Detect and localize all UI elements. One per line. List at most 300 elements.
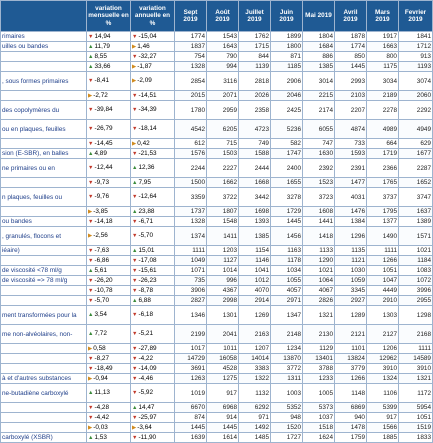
arrow-down-icon: ▼ xyxy=(132,257,138,264)
price-cell: 3747 xyxy=(399,188,433,207)
price-cell: 917 xyxy=(207,384,239,403)
price-cell: 1047 xyxy=(367,276,399,286)
table-row xyxy=(1,120,433,139)
price-cell: 1290 xyxy=(303,256,335,266)
price-cell: 1385 xyxy=(303,62,335,72)
price-cell: 1804 xyxy=(303,32,335,42)
price-cell: 1106 xyxy=(367,384,399,403)
row-label: uilles ou bandes xyxy=(1,42,87,52)
price-cell: 1630 xyxy=(303,149,335,159)
row-label: ne-butadiène carboxylé xyxy=(1,384,87,403)
arrow-down-icon: ▼ xyxy=(88,107,94,113)
arrow-up-icon: ▲ xyxy=(88,150,94,157)
annual-variation xyxy=(131,266,175,276)
annual-variation-value: -6,18 xyxy=(138,311,154,318)
monthly-variation xyxy=(87,42,131,52)
arrow-down-icon: ▼ xyxy=(132,345,138,352)
price-cell: 1715 xyxy=(239,42,271,52)
arrow-right-icon: ▶ xyxy=(88,208,93,215)
price-cell: 971 xyxy=(239,413,271,423)
price-cell: 14729 xyxy=(175,354,207,364)
price-cell: 4528 xyxy=(207,364,239,374)
price-cell: 1668 xyxy=(239,178,271,188)
price-cell: 3116 xyxy=(207,72,239,91)
monthly-variation-value: -6,86 xyxy=(94,256,110,264)
monthly-variation xyxy=(87,188,131,207)
annual-variation xyxy=(131,413,175,423)
price-cell: 1003 xyxy=(271,384,303,403)
header-9: Mars 2019 xyxy=(367,1,399,32)
price-cell: 3074 xyxy=(399,72,433,91)
price-cell: 2818 xyxy=(239,72,271,91)
table-row xyxy=(1,325,433,344)
price-cell: 1139 xyxy=(239,62,271,72)
price-cell: 1037 xyxy=(303,413,335,423)
price-cell: 1275 xyxy=(207,374,239,384)
price-cell: 1374 xyxy=(175,227,207,246)
price-cell: 886 xyxy=(303,52,335,62)
arrow-down-icon: ▼ xyxy=(88,297,94,304)
row-label xyxy=(1,256,87,266)
price-cell: 14589 xyxy=(399,354,433,364)
row-label: de viscosité <78 ml/g xyxy=(1,266,87,276)
annual-variation-value: -6,71 xyxy=(138,217,154,225)
monthly-variation-value: -9,76 xyxy=(94,193,110,200)
price-cell: 4070 xyxy=(239,286,271,296)
table-row xyxy=(1,207,433,217)
annual-variation xyxy=(131,62,175,72)
price-cell: 1377 xyxy=(367,217,399,227)
arrow-down-icon: ▼ xyxy=(132,312,138,318)
price-cell: 1500 xyxy=(175,178,207,188)
price-cell: 1311 xyxy=(271,374,303,384)
price-cell: 1206 xyxy=(367,344,399,354)
monthly-variation-value: -2,72 xyxy=(93,91,108,99)
annual-variation-value: -5,70 xyxy=(138,232,154,239)
header-8: Avril 2019 xyxy=(335,1,367,32)
monthly-variation xyxy=(87,149,131,159)
price-cell: 6869 xyxy=(335,403,367,413)
header-6: Juin 2019 xyxy=(271,1,303,32)
price-cell: 2174 xyxy=(303,101,335,120)
monthly-variation-value: -4,42 xyxy=(94,413,110,421)
arrow-up-icon: ▲ xyxy=(88,434,94,441)
annual-variation-value: -14,51 xyxy=(138,91,157,99)
arrow-right-icon: ▶ xyxy=(132,424,137,431)
row-label: , granulés, flocons et xyxy=(1,227,87,246)
price-cell: 2854 xyxy=(175,72,207,91)
row-label xyxy=(1,344,87,354)
price-cell: 13870 xyxy=(271,354,303,364)
arrow-right-icon: ▶ xyxy=(132,43,137,50)
table-row xyxy=(1,139,433,149)
monthly-variation xyxy=(87,296,131,306)
annual-variation-value: 6,88 xyxy=(138,296,151,304)
price-cell: 1476 xyxy=(335,207,367,217)
annual-variation xyxy=(131,227,175,246)
price-cell: 2071 xyxy=(207,91,239,101)
price-cell: 3345 xyxy=(335,286,367,296)
table-row xyxy=(1,286,433,296)
row-label xyxy=(1,52,87,62)
price-cell: 1014 xyxy=(207,266,239,276)
row-label: à et d'autres substances xyxy=(1,374,87,384)
monthly-variation-value: -10,78 xyxy=(94,286,113,294)
price-cell: 664 xyxy=(367,139,399,149)
price-cell: 2148 xyxy=(271,325,303,344)
monthly-variation-value: 3,54 xyxy=(94,311,107,318)
price-cell: 1576 xyxy=(175,149,207,159)
price-cell: 1774 xyxy=(175,32,207,42)
price-cell: 1101 xyxy=(335,344,367,354)
header-row xyxy=(1,1,433,32)
price-cell: 3691 xyxy=(175,364,207,374)
arrow-down-icon: ▼ xyxy=(132,355,138,362)
price-cell: 2278 xyxy=(367,101,399,120)
table-row xyxy=(1,227,433,246)
monthly-variation xyxy=(87,286,131,296)
price-cell: 1041 xyxy=(239,266,271,276)
price-cell: 2103 xyxy=(335,91,367,101)
price-cell: 1021 xyxy=(303,266,335,276)
price-cell: 1899 xyxy=(271,32,303,42)
arrow-down-icon: ▼ xyxy=(132,194,138,200)
row-label: me non-alvéolaires, non- xyxy=(1,325,87,344)
annual-variation-value: 23,88 xyxy=(138,207,155,215)
arrow-down-icon: ▼ xyxy=(88,287,94,294)
price-cell: 917 xyxy=(367,413,399,423)
arrow-up-icon: ▲ xyxy=(132,165,138,171)
price-cell: 1322 xyxy=(239,374,271,384)
header-label xyxy=(1,1,87,32)
price-cell: 1051 xyxy=(367,266,399,276)
price-cell: 1762 xyxy=(239,32,271,42)
price-cell: 1233 xyxy=(303,374,335,384)
price-cell: 1795 xyxy=(367,207,399,217)
price-cell: 1193 xyxy=(399,62,433,72)
monthly-variation xyxy=(87,403,131,413)
monthly-variation-value: -12,44 xyxy=(94,164,113,171)
monthly-variation xyxy=(87,217,131,227)
price-cell: 1328 xyxy=(175,62,207,72)
annual-variation-value: -21,53 xyxy=(138,149,157,157)
price-cell: 3723 xyxy=(303,188,335,207)
price-cell: 790 xyxy=(207,52,239,62)
price-cell: 948 xyxy=(271,413,303,423)
price-cell: 1571 xyxy=(399,227,433,246)
row-label xyxy=(1,286,87,296)
price-cell: 2826 xyxy=(303,296,335,306)
price-cell: 4723 xyxy=(239,120,271,139)
annual-variation xyxy=(131,246,175,256)
monthly-variation-value: -14,18 xyxy=(94,217,113,225)
price-cell: 1132 xyxy=(239,384,271,403)
price-cell: 6968 xyxy=(207,403,239,413)
price-cell: 1490 xyxy=(367,227,399,246)
header-10: Fevrier 2019 xyxy=(399,1,433,32)
annual-variation-value: -34,39 xyxy=(138,106,157,113)
annual-variation-value: 12,36 xyxy=(138,164,155,171)
table-row xyxy=(1,256,433,266)
price-cell: 3442 xyxy=(239,188,271,207)
monthly-variation-value: 7,72 xyxy=(94,330,107,337)
arrow-up-icon: ▲ xyxy=(88,43,94,50)
price-cell: 2046 xyxy=(271,91,303,101)
price-cell: 1833 xyxy=(399,433,433,443)
table-row xyxy=(1,344,433,354)
monthly-variation xyxy=(87,101,131,120)
row-label: n plaques, feuilles ou xyxy=(1,188,87,207)
price-cell: 844 xyxy=(239,52,271,62)
price-cell: 1163 xyxy=(271,246,303,256)
row-label: ou bandes xyxy=(1,217,87,227)
arrow-up-icon: ▲ xyxy=(88,53,94,60)
monthly-variation xyxy=(87,159,131,178)
table-row xyxy=(1,246,433,256)
price-cell: 1800 xyxy=(271,42,303,52)
arrow-right-icon: ▶ xyxy=(88,345,93,352)
arrow-down-icon: ▼ xyxy=(88,33,94,40)
price-cell: 1663 xyxy=(367,42,399,52)
price-cell: 1518 xyxy=(303,423,335,433)
monthly-variation xyxy=(87,178,131,188)
price-cell: 1652 xyxy=(399,178,433,188)
price-cell: 1837 xyxy=(175,42,207,52)
price-cell: 1203 xyxy=(207,246,239,256)
price-cell: 629 xyxy=(399,139,433,149)
annual-variation xyxy=(131,72,175,91)
price-cell: 1146 xyxy=(239,256,271,266)
price-cell: 1441 xyxy=(303,217,335,227)
price-cell: 747 xyxy=(303,139,335,149)
price-cell: 1643 xyxy=(207,42,239,52)
annual-variation xyxy=(131,149,175,159)
price-cell: 1071 xyxy=(175,266,207,276)
price-cell: 3910 xyxy=(367,364,399,374)
price-cell: 1885 xyxy=(367,433,399,443)
annual-variation xyxy=(131,188,175,207)
price-cell: 1263 xyxy=(175,374,207,384)
price-cell: 2127 xyxy=(367,325,399,344)
table-row xyxy=(1,364,433,374)
monthly-variation xyxy=(87,413,131,423)
monthly-variation xyxy=(87,325,131,344)
price-cell: 2041 xyxy=(207,325,239,344)
monthly-variation xyxy=(87,227,131,246)
price-cell: 1154 xyxy=(239,246,271,256)
price-cell: 1384 xyxy=(335,217,367,227)
price-cell: 1012 xyxy=(239,276,271,286)
arrow-down-icon: ▼ xyxy=(132,218,138,225)
price-cell: 1411 xyxy=(207,227,239,246)
monthly-variation-value: 4,89 xyxy=(94,149,107,157)
monthly-variation xyxy=(87,344,131,354)
price-cell: 2392 xyxy=(303,159,335,178)
arrow-up-icon: ▲ xyxy=(132,179,138,186)
annual-variation xyxy=(131,101,175,120)
annual-variation xyxy=(131,403,175,413)
monthly-variation xyxy=(87,374,131,384)
price-cell: 1111 xyxy=(175,246,207,256)
price-cell: 1759 xyxy=(335,433,367,443)
price-cell: 2199 xyxy=(175,325,207,344)
price-cell: 1017 xyxy=(175,344,207,354)
price-cell: 4874 xyxy=(335,120,367,139)
table-body xyxy=(1,32,433,443)
price-cell: 6292 xyxy=(239,403,271,413)
price-cell: 2971 xyxy=(271,296,303,306)
header-4: Août 2019 xyxy=(207,1,239,32)
annual-variation-value: -4,46 xyxy=(138,374,154,382)
annual-variation xyxy=(131,178,175,188)
annual-variation xyxy=(131,423,175,433)
table-row xyxy=(1,384,433,403)
monthly-variation-value: -26,20 xyxy=(94,276,113,284)
price-cell: 1019 xyxy=(175,384,207,403)
row-label: ne primaires ou en xyxy=(1,159,87,178)
price-cell: 1543 xyxy=(207,32,239,42)
price-cell: 2391 xyxy=(335,159,367,178)
annual-variation-value: -14,09 xyxy=(138,364,157,372)
price-cell: 754 xyxy=(175,52,207,62)
monthly-variation-value: 5,61 xyxy=(94,266,107,274)
monthly-variation-value: 33,66 xyxy=(94,62,111,70)
price-cell: 1917 xyxy=(367,32,399,42)
price-cell: 1059 xyxy=(335,276,367,286)
price-cell: 13401 xyxy=(303,354,335,364)
price-cell: 2026 xyxy=(239,91,271,101)
monthly-variation-value: -9,73 xyxy=(94,178,110,186)
annual-variation xyxy=(131,42,175,52)
monthly-variation-value: -14,45 xyxy=(94,139,113,147)
arrow-right-icon: ▶ xyxy=(88,424,93,431)
price-cell: 1321 xyxy=(399,374,433,384)
price-cell: 2993 xyxy=(335,72,367,91)
price-cell: 1324 xyxy=(367,374,399,384)
price-cell: 2400 xyxy=(271,159,303,178)
annual-variation-value: -12,64 xyxy=(138,193,157,200)
monthly-variation xyxy=(87,306,131,325)
price-cell: 3779 xyxy=(335,364,367,374)
annual-variation-value: 0,42 xyxy=(137,139,150,147)
table-row xyxy=(1,72,433,91)
table-row xyxy=(1,62,433,72)
monthly-variation-value: -26,79 xyxy=(94,125,113,132)
price-cell: 800 xyxy=(367,52,399,62)
price-cell: 1064 xyxy=(303,276,335,286)
arrow-up-icon: ▲ xyxy=(88,63,94,70)
price-cell: 4067 xyxy=(303,286,335,296)
arrow-down-icon: ▼ xyxy=(132,33,138,40)
price-cell: 1303 xyxy=(367,306,399,325)
price-cell: 1133 xyxy=(303,246,335,256)
price-cell: 1712 xyxy=(399,42,433,52)
table-row xyxy=(1,217,433,227)
annual-variation-value: -5,92 xyxy=(138,389,154,396)
monthly-variation-value: 14,94 xyxy=(94,32,111,40)
annual-variation xyxy=(131,374,175,384)
monthly-variation xyxy=(87,32,131,42)
price-cell: 1347 xyxy=(271,306,303,325)
price-cell: 2827 xyxy=(175,296,207,306)
annual-variation-value: -18,14 xyxy=(138,125,157,132)
annual-variation xyxy=(131,286,175,296)
price-cell: 1519 xyxy=(399,423,433,433)
price-cell: 850 xyxy=(335,52,367,62)
price-cell: 1049 xyxy=(175,256,207,266)
price-cell: 1841 xyxy=(399,32,433,42)
monthly-variation xyxy=(87,52,131,62)
price-cell: 996 xyxy=(207,276,239,286)
price-cell: 1184 xyxy=(399,256,433,266)
price-cell: 1393 xyxy=(239,217,271,227)
price-cell: 1477 xyxy=(335,178,367,188)
arrow-down-icon: ▼ xyxy=(88,247,94,254)
monthly-variation xyxy=(87,139,131,149)
price-cell: 1005 xyxy=(303,384,335,403)
arrow-down-icon: ▼ xyxy=(132,107,138,113)
arrow-up-icon: ▲ xyxy=(132,297,138,304)
price-cell: 3359 xyxy=(175,188,207,207)
annual-variation-value: -32,27 xyxy=(138,52,157,60)
annual-variation-value: -4,22 xyxy=(138,354,154,362)
price-cell: 6055 xyxy=(303,120,335,139)
arrow-up-icon: ▲ xyxy=(88,331,94,337)
price-cell: 1684 xyxy=(303,42,335,52)
annual-variation xyxy=(131,344,175,354)
price-cell: 1637 xyxy=(399,207,433,217)
price-cell: 1083 xyxy=(399,266,433,276)
header-7: Mai 2019 xyxy=(303,1,335,32)
price-cell: 2358 xyxy=(239,101,271,120)
monthly-variation xyxy=(87,120,131,139)
price-cell: 2959 xyxy=(207,101,239,120)
price-cell: 994 xyxy=(207,62,239,72)
price-cell: 2906 xyxy=(271,72,303,91)
arrow-up-icon: ▲ xyxy=(88,312,94,318)
price-cell: 1328 xyxy=(175,217,207,227)
table-row xyxy=(1,178,433,188)
row-label xyxy=(1,139,87,149)
table-row xyxy=(1,413,433,423)
price-cell: 1662 xyxy=(207,178,239,188)
table-row xyxy=(1,42,433,52)
price-cell: 1418 xyxy=(303,227,335,246)
arrow-down-icon: ▼ xyxy=(132,126,138,132)
monthly-variation-value: -8,27 xyxy=(94,354,110,362)
price-cell: 1608 xyxy=(303,207,335,217)
arrow-down-icon: ▼ xyxy=(132,390,138,396)
price-cell: 1051 xyxy=(399,413,433,423)
row-label xyxy=(1,423,87,433)
price-cell: 5236 xyxy=(271,120,303,139)
arrow-down-icon: ▼ xyxy=(88,365,94,372)
annual-variation-value: 7,95 xyxy=(138,178,151,186)
price-cell: 1298 xyxy=(399,306,433,325)
price-cell: 1780 xyxy=(175,101,207,120)
arrow-up-icon: ▲ xyxy=(132,208,138,215)
arrow-down-icon: ▼ xyxy=(88,78,94,84)
price-cell: 1021 xyxy=(399,246,433,256)
annual-variation-value: -15,04 xyxy=(138,32,157,40)
price-cell: 2366 xyxy=(367,159,399,178)
price-cell: 1030 xyxy=(335,266,367,276)
price-cell: 2425 xyxy=(271,101,303,120)
monthly-variation xyxy=(87,72,131,91)
price-cell: 2015 xyxy=(175,91,207,101)
arrow-down-icon: ▼ xyxy=(88,194,94,200)
arrow-down-icon: ▼ xyxy=(132,92,138,99)
